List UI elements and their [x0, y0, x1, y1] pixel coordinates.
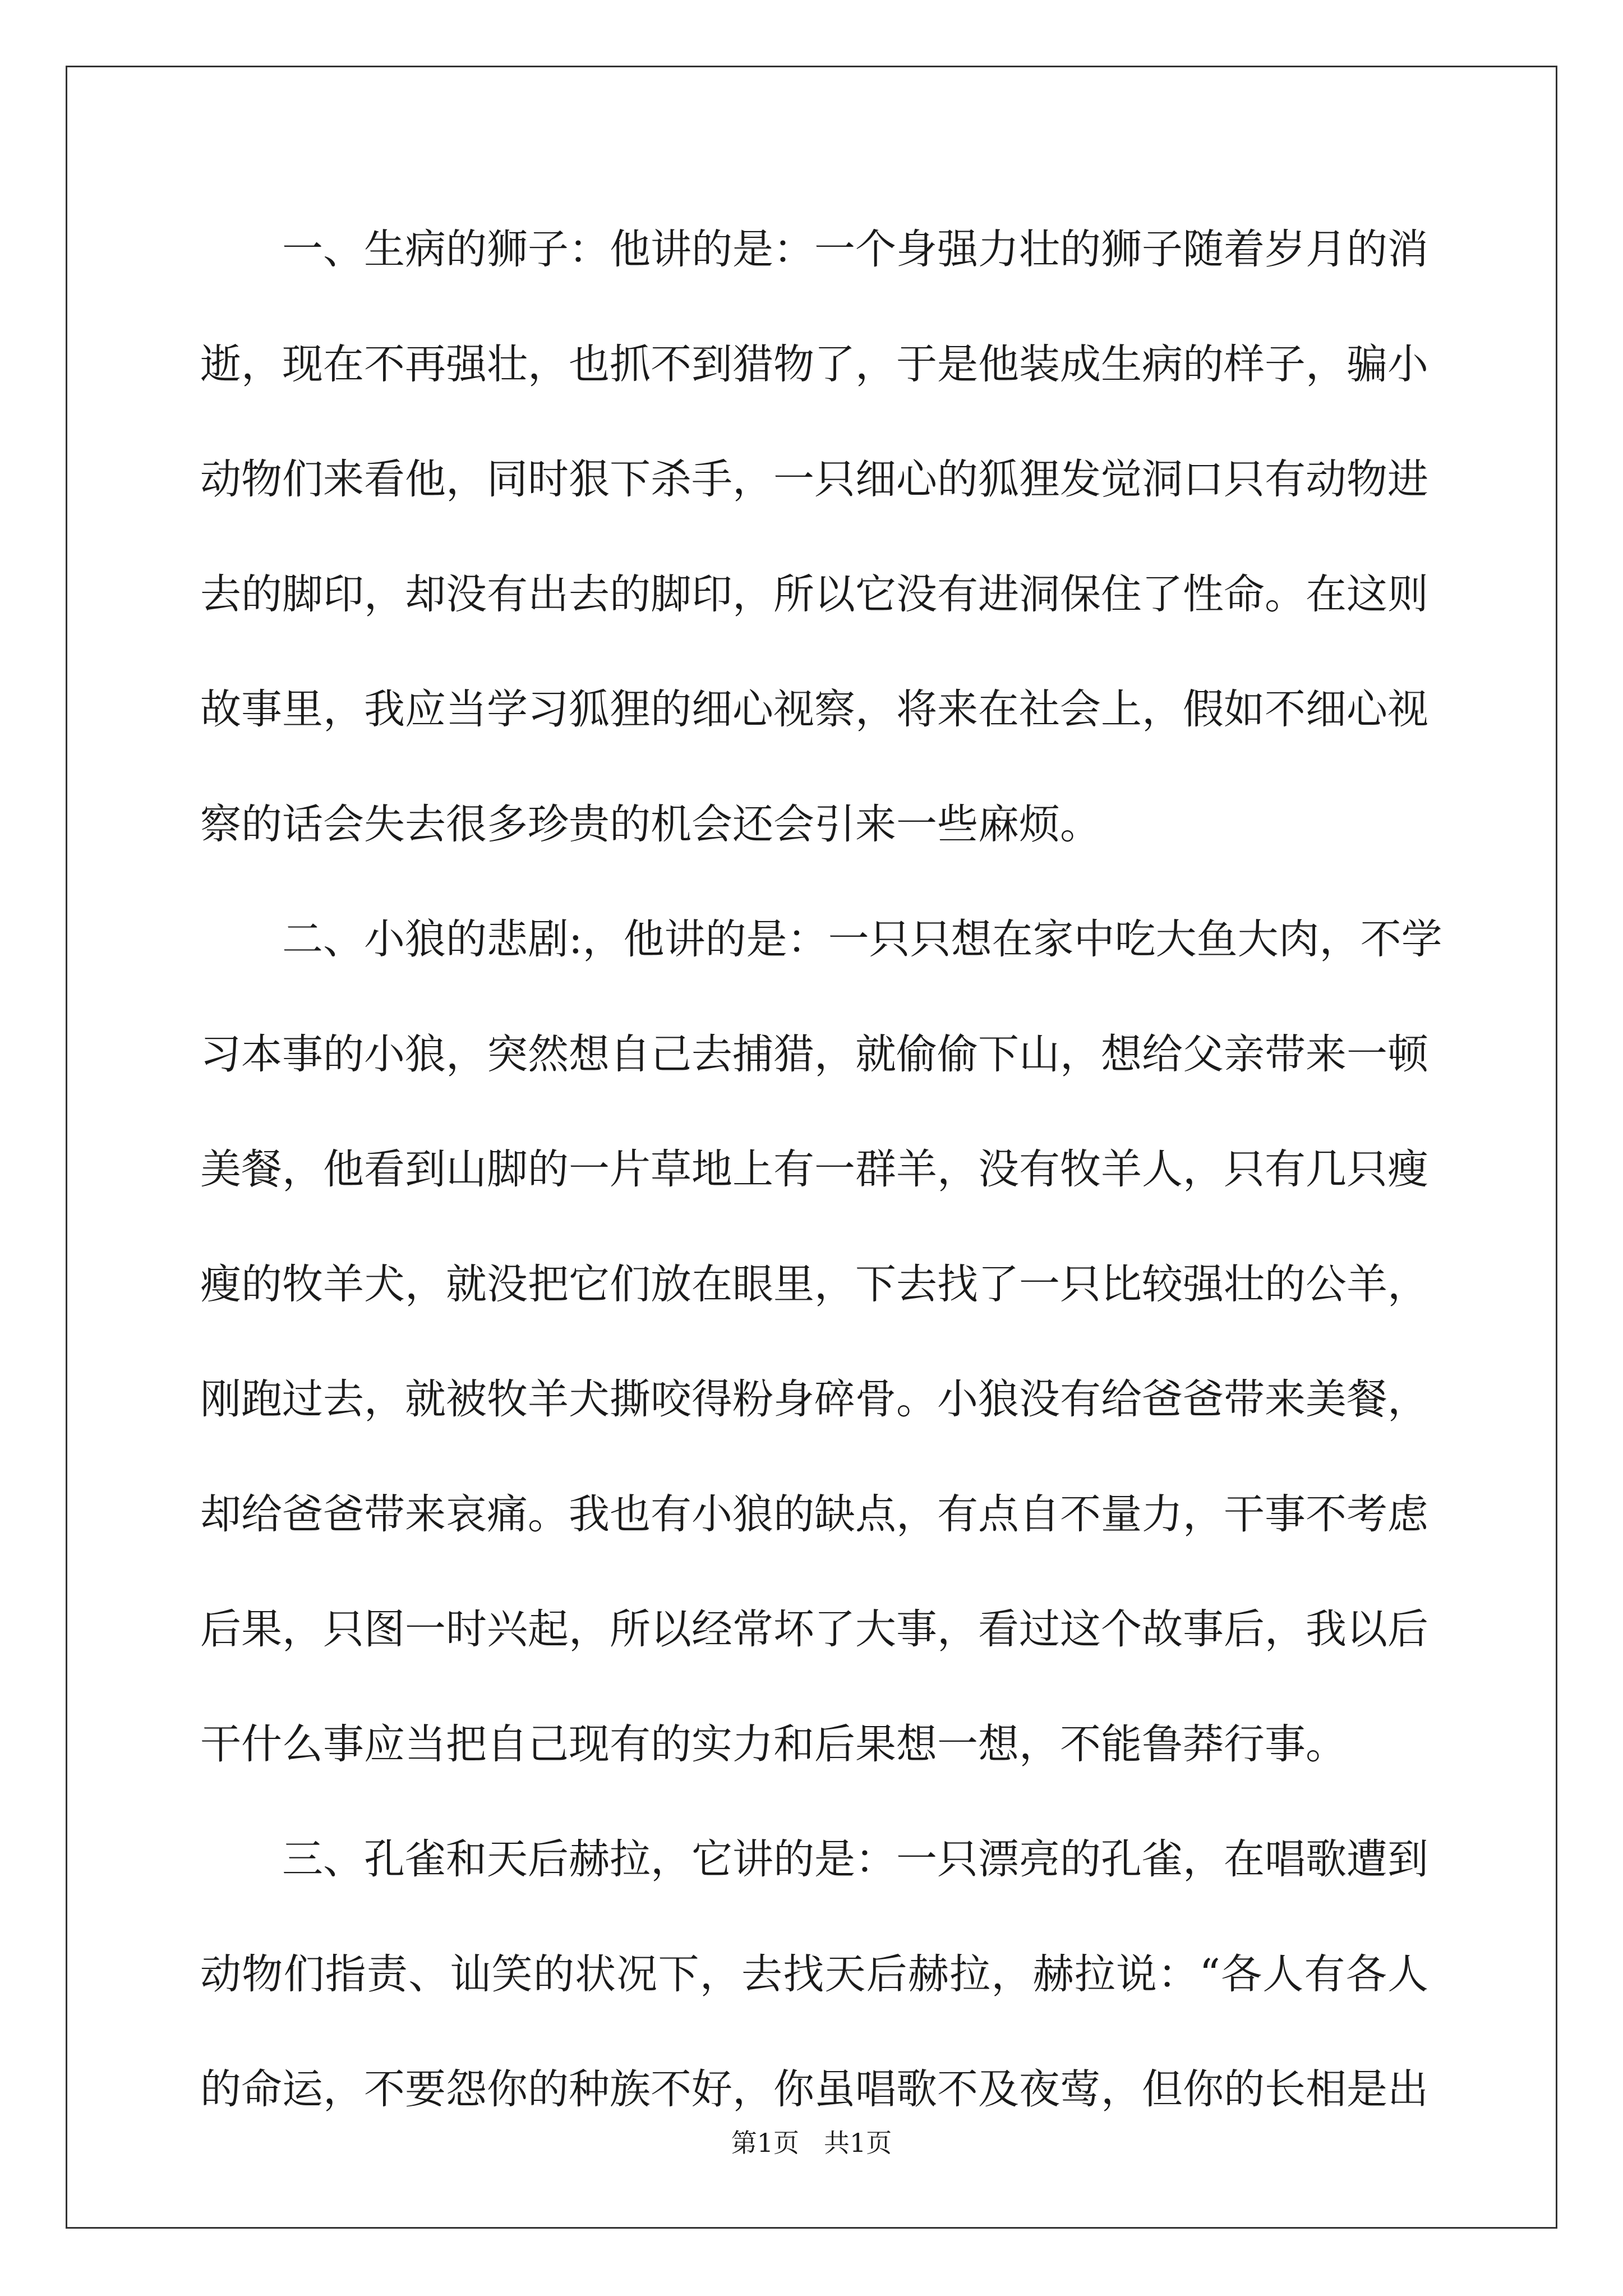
text-line: 动物们来看他，同时狠下杀手，一只细心的狐狸发觉洞口只有动物进: [200, 455, 1428, 503]
text-line: 去的脚印，却没有出去的脚印，所以它没有进洞保住了性命。在这则: [200, 570, 1428, 618]
text-line: 习本事的小狼，突然想自己去捕猎，就偷偷下山，想给父亲带来一顿: [200, 1030, 1428, 1078]
footer-spacer: [799, 2128, 824, 2158]
paragraph-1: [200, 219, 1428, 909]
text-line: 一、生病的狮子：他讲的是：一个身强力壮的狮子随着岁月的消: [282, 226, 1428, 273]
text-line: 的命运，不要怨你的种族不好，你虽唱歌不及夜莺，但你的长相是出: [200, 2065, 1428, 2113]
text-line: 后果，只图一时兴起，所以经常坏了大事，看过这个故事后，我以后: [200, 1605, 1428, 1653]
page-total: 共1页: [823, 2128, 892, 2158]
text-line: 刚跑过去，就被牧羊犬撕咬得粉身碎骨。小狼没有给爸爸带来美餐，: [200, 1375, 1428, 1423]
document-body: [200, 219, 1442, 2174]
text-line: 动物们指责、讪笑的状况下，去找天后赫拉，赫拉说：“各人有各人: [200, 1950, 1428, 1998]
text-line: 干什么事应当把自己现有的实力和后果想一想，不能鲁莽行事。: [200, 1720, 1347, 1768]
text-line: 美餐，他看到山脚的一片草地上有一群羊，没有牧羊人，只有几只瘦: [200, 1145, 1428, 1193]
text-line: 二、小狼的悲剧:，他讲的是：一只只想在家中吃大鱼大肉，不学: [282, 915, 1442, 963]
text-line: 却给爸爸带来哀痛。我也有小狼的缺点，有点自不量力，干事不考虑: [200, 1490, 1428, 1538]
text-line: 逝，现在不再强壮，也抓不到猎物了，于是他装成生病的样子，骗小: [200, 341, 1428, 388]
text-line: 故事里，我应当学习狐狸的细心视察，将来在社会上，假如不细心视: [200, 685, 1428, 733]
text-line: 三、孔雀和天后赫拉，它讲的是：一只漂亮的孔雀，在唱歌遭到: [282, 1835, 1428, 1883]
text-line: 瘦的牧羊犬，就没把它们放在眼里，下去找了一只比较强壮的公羊，: [200, 1260, 1428, 1308]
page-footer: [0, 2126, 1623, 2160]
paragraph-3: [200, 1829, 1428, 2174]
page-number: 第1页: [731, 2128, 800, 2158]
paragraph-2: [200, 909, 1442, 1829]
text-line: 察的话会失去很多珍贵的机会还会引来一些麻烦。: [200, 800, 1101, 848]
